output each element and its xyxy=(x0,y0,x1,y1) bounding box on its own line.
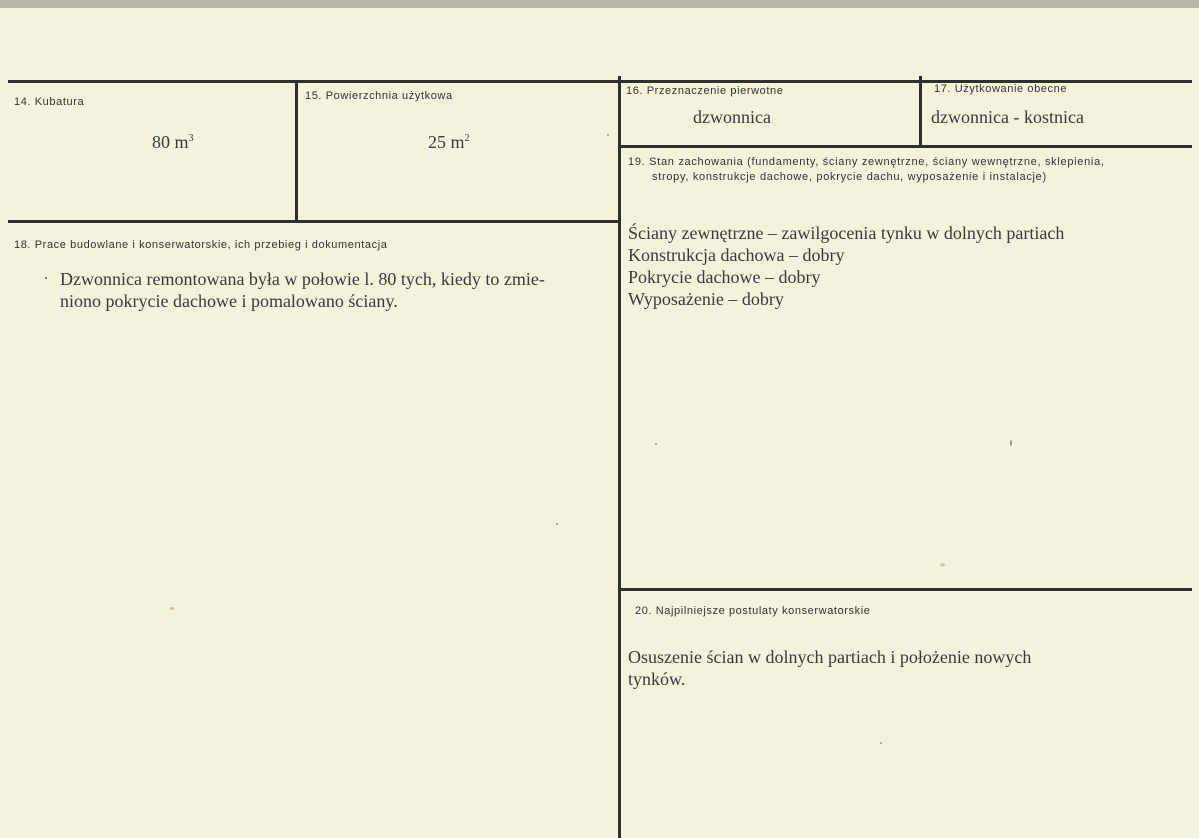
scan-speck xyxy=(170,607,174,610)
scan-speck xyxy=(607,134,609,136)
row1-bottom-right-rule xyxy=(620,145,1192,148)
prace-line: niono pokrycie dachowe i pomalowano ściany. xyxy=(60,291,398,311)
stan-text xyxy=(628,222,1064,310)
scan-speck xyxy=(655,443,657,445)
uzytkowanie-value: dzwonnica - kostnica xyxy=(931,107,1084,127)
scan-speck xyxy=(1010,440,1012,446)
row1-bottom-left-rule xyxy=(8,220,620,223)
stan-line: Pokrycie dachowe – dobry xyxy=(628,267,821,287)
prace-marker: . xyxy=(44,266,48,283)
przeznaczenie-label: 16. Przeznaczenie pierwotne xyxy=(626,85,784,97)
stan-label-line-2: stropy, konstrukcje dachowe, pokrycie dachu, wyposażenie i instalacje) xyxy=(652,171,1047,183)
prace-line: Dzwonnica remontowana była w połowie l. 80 tych, kiedy to zmie- xyxy=(60,269,545,289)
main-column-divider xyxy=(618,76,621,838)
prace-text xyxy=(60,268,545,312)
powierzchnia-label: 15. Powierzchnia użytkowa xyxy=(305,90,453,102)
kubatura-label: 14. Kubatura xyxy=(14,96,85,108)
powierzchnia-value-text: 25 m xyxy=(428,132,465,152)
stan-line: Ściany zewnętrzne – zawilgocenia tynku w dolnych partiach xyxy=(628,223,1065,243)
divider-14-15 xyxy=(295,80,298,222)
stan-line: Wyposażenie – dobry xyxy=(628,289,784,309)
przeznaczenie-value: dzwonnica xyxy=(693,107,771,127)
kubatura-unit-exponent: 3 xyxy=(188,133,194,144)
postulaty-text xyxy=(628,646,1031,690)
kubatura-value-text: 80 m xyxy=(152,132,189,152)
kubatura-value xyxy=(152,132,194,153)
postulaty-label: 20. Najpilniejsze postulaty konserwatorskie xyxy=(635,605,871,617)
postulaty-line: Osuszenie ścian w dolnych partiach i położenie nowych xyxy=(628,647,1032,667)
postulaty-line: tynków. xyxy=(628,669,686,689)
uzytkowanie-label: 17. Użytkowanie obecne xyxy=(934,83,1068,95)
scan-speck xyxy=(556,523,558,525)
prace-label: 18. Prace budowlane i konserwatorskie, ich przebieg i dokumentacja xyxy=(14,239,388,251)
powierzchnia-unit-exponent: 2 xyxy=(464,133,470,144)
section-20-rule xyxy=(620,588,1192,591)
stan-line: Konstrukcja dachowa – dobry xyxy=(628,245,845,265)
divider-16-17 xyxy=(919,76,922,146)
powierzchnia-value xyxy=(428,132,470,153)
scan-edge xyxy=(0,0,1199,8)
stan-label-line-1: 19. Stan zachowania (fundamenty, ściany zewnętrzne, ściany wewnętrzne, sklepienia, xyxy=(628,156,1105,168)
scan-speck xyxy=(940,563,945,567)
scan-speck xyxy=(880,742,882,744)
